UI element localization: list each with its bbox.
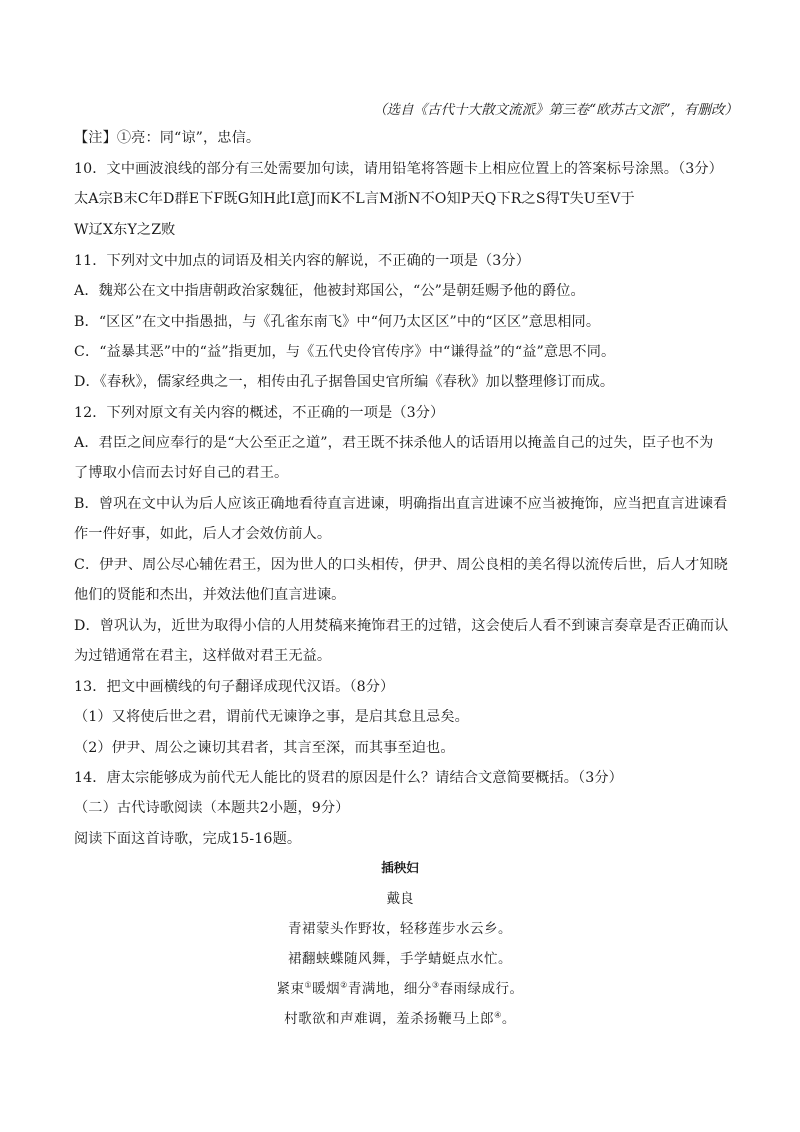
q11-stem: 11．下列对文中加点的词语及相关内容的解说，不正确的一项是（3分） (74, 253, 531, 269)
poem-line-4-part-b: 。 (501, 1011, 516, 1027)
q13-item-2: （2）伊尹、周公之谏切其君者，其言至深，而其事至迫也。 (74, 740, 455, 756)
section-2-heading: （二）古代诗歌阅读（本题共2小题，9分） (74, 800, 350, 816)
q11-option-b: B．“区区”在文中指愚拙，与《孔雀东南飞》中“何乃太区区”中的“区区”意思相同。 (74, 314, 601, 330)
q12-option-a: A．君臣之间应奉行的是“大公至正之道”，君王既不抹杀他人的话语用以掩盖自己的过失，臣子也不为 (74, 435, 714, 451)
q12-option-d: D．曾巩认为，近世为取得小信的人用焚稿来掩饰君王的过错，这会使后人看不到谏言奏章是否正确而认 (74, 618, 729, 634)
q12-option-c-cont: 他们的贤能和杰出，并效法他们直言进谏。 (74, 587, 346, 603)
poem-line-3-part-d: 春雨绿成行。 (439, 981, 524, 997)
q11-option-d: D．《春秋》，儒家经典之一，相传由孔子据鲁国史官所编《春秋》加以整理修订而成。 (74, 374, 615, 390)
annotation-note: 【注】①亮：同“谅”，忠信。 (74, 130, 261, 146)
poem-author: 戴良 (386, 891, 414, 907)
q12-option-d-cont: 为过错通常在君主，这样做对君王无益。 (74, 648, 332, 664)
q13-item-1: （1）又将使后世之君，谓前代无谏诤之事，是启其怠且忌矣。 (74, 709, 469, 725)
source-citation: （选自《古代十大散文流派》第三卷“欧苏古文派”，有删改） (373, 102, 738, 118)
poem-title: 插秧妇 (381, 860, 419, 875)
q11-option-a: A．魏郑公在文中指唐朝政治家魏征，他被封郑国公，“公”是朝廷赐予他的爵位。 (74, 283, 585, 299)
q12-option-b: B．曾巩在文中认为后人应该正确地看待直言进谏，明确指出直言进谏不应当被掩饰，应当把直言进谏看 (74, 496, 728, 512)
q14-stem: 14．唐太宗能够成为前代无人能比的贤君的原因是什么？请结合文意简要概括。（3分） (74, 770, 623, 786)
footnote-marker-2: ② (340, 980, 348, 990)
poem-line-3-part-a: 紧束 (276, 981, 305, 997)
poem-line-3-part-b: 暖烟 (312, 981, 341, 997)
footnote-marker-1: ① (304, 980, 313, 990)
q10-passage-line-1: 太A宗B末C年D群E下F既G知H此I意J而K不L言M浙N不O知P天Q下R之S得T失U至V于 (74, 191, 635, 207)
q12-stem: 12．下列对原文有关内容的概述，不正确的一项是（3分） (74, 405, 445, 421)
poem-line-4-part-a: 村歌欲和声难调，羞杀扬鞭马上郎 (284, 1011, 495, 1027)
q12-option-b-cont: 作一件好事，如此，后人才会效仿前人。 (74, 526, 332, 542)
poem-line-4 (0, 1007, 800, 1027)
poem-line-3-part-c: 青满地，细分 (347, 981, 432, 997)
q11-option-c: C．“益暴其恶”中的“益”指更加，与《五代史伶官传序》中“谦得益”的“益”意思不同。 (74, 344, 616, 360)
q10-stem: 10．文中画波浪线的部分有三处需要加句读，请用铅笔将答题卡上相应位置上的答案标号涂黑。（3分） (74, 161, 723, 177)
q13-stem: 13．把文中画横线的句子翻译成现代汉语。（8分） (74, 679, 395, 695)
q12-option-a-cont: 了博取小信而去讨好自己的君王。 (74, 465, 289, 481)
q12-option-c: C．伊尹、周公尽心辅佐君王，因为世人的口头相传，伊尹、周公良相的美名得以流传后世，后人才知晓 (74, 557, 728, 573)
poem-line-3 (0, 977, 800, 997)
footnote-marker-3: ③ (431, 980, 440, 990)
footnote-marker-4: ④ (494, 1010, 502, 1020)
poem-line-1: 青裙蒙头作野妆，轻移莲步水云乡。 (288, 921, 512, 937)
poem-line-2: 裙翻蛱蝶随风舞，手学蜻蜓点水忙。 (288, 951, 512, 967)
section-2-instruction: 阅读下面这首诗歌，完成15-16题。 (74, 831, 302, 847)
q10-passage-line-2: W辽X东Y之Z败 (74, 222, 176, 238)
